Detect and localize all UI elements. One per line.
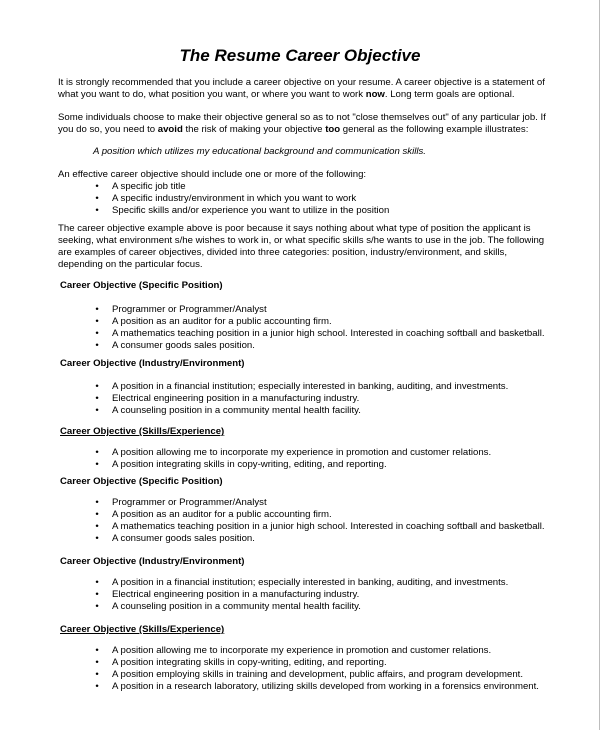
list-item-text: A position in a financial institution; especially interested in banking, auditing, and investments. <box>112 577 509 588</box>
bullet-icon: • <box>95 521 99 532</box>
bullet-icon: • <box>95 393 99 404</box>
list-item-text: A specific job title <box>112 181 186 192</box>
section-heading: Career Objective (Industry/Environment) <box>60 556 245 567</box>
list-item-text: A position integrating skills in copy-writing, editing, and reporting. <box>112 459 387 470</box>
list-item <box>92 521 545 533</box>
section-heading: Career Objective (Skills/Experience) <box>60 426 225 437</box>
list-item <box>92 681 539 693</box>
section-objective-list <box>92 645 539 693</box>
bullet-icon: • <box>95 645 99 656</box>
intro-paragraph <box>58 77 558 101</box>
list-item <box>92 497 545 509</box>
bullet-icon: • <box>95 447 99 458</box>
list-item-text: A position in a research laboratory, utilizing skills developed from working in a forensics environment. <box>112 681 539 692</box>
bullet-icon: • <box>95 509 99 520</box>
list-item-text: A mathematics teaching position in a junior high school. Interested in coaching softball and basketball. <box>112 521 545 532</box>
section-objective-list <box>92 447 491 471</box>
list-item <box>92 533 545 545</box>
bullet-icon: • <box>95 497 99 508</box>
list-item <box>92 405 508 417</box>
list-item-text: A specific industry/environment in which you want to work <box>112 193 357 204</box>
list-item <box>92 509 545 521</box>
list-item <box>92 459 491 471</box>
bullet-icon: • <box>95 681 99 692</box>
para3-line-3: are examples of career objectives, divided into three categories: position, industry/environment, and skills, <box>58 247 508 258</box>
section-objective-list <box>92 381 508 417</box>
bullet-icon: • <box>95 669 99 680</box>
intro-emphasis-now: now <box>365 89 385 100</box>
poor-example-objective: A position which utilizes my educational background and communication skills. <box>93 146 426 157</box>
list-item <box>92 381 508 393</box>
list-item-text: Electrical engineering position in a manufacturing industry. <box>112 589 360 600</box>
list-item-text: A mathematics teaching position in a junior high school. Interested in coaching softball and basketball. <box>112 328 545 339</box>
list-item-text: Electrical engineering position in a manufacturing industry. <box>112 393 360 404</box>
list-item-text: A counseling position in a community mental health facility. <box>112 601 361 612</box>
document-title: The Resume Career Objective <box>179 46 421 65</box>
list-item <box>92 645 539 657</box>
bullet-icon: • <box>95 589 99 600</box>
list-item-text: A position in a financial institution; especially interested in banking, auditing, and investments. <box>112 381 509 392</box>
bullet-icon: • <box>95 533 99 544</box>
list-item <box>92 601 508 613</box>
para3-line-1: The career objective example above is poor because it says nothing about what type of position the applicant is <box>58 223 531 234</box>
list-item-text: A position allowing me to incorporate my experience in promotion and customer relations. <box>112 645 492 656</box>
list-item <box>92 328 545 340</box>
list-item-text: Programmer or Programmer/Analyst <box>112 497 267 508</box>
list-item-text: Programmer or Programmer/Analyst <box>112 304 267 315</box>
list-item-text: A consumer goods sales position. <box>112 533 255 544</box>
para3-line-2: seeking, what environment s/he wishes to work in, or what specific skills s/he wants to use in the job. The following <box>58 235 545 246</box>
section-heading: Career Objective (Specific Position) <box>60 280 223 291</box>
list-item-text: A position as an auditor for a public accounting firm. <box>112 316 332 327</box>
para2-text-a: you do so, you need to <box>58 124 158 135</box>
bullet-icon: • <box>95 601 99 612</box>
intro-line-2 <box>58 89 558 101</box>
list-item-text: A position allowing me to incorporate my experience in promotion and customer relations. <box>112 447 492 458</box>
bullet-icon: • <box>95 405 99 416</box>
section-objective-list <box>92 577 508 613</box>
intro-text: what you want to do, what position you want, or where you want to work <box>58 89 366 100</box>
list-item-text: Specific skills and/or experience you want to utilize in the position <box>112 205 390 216</box>
list-item <box>92 447 491 459</box>
bullet-icon: • <box>95 459 99 470</box>
list-item <box>92 669 539 681</box>
general-objective-paragraph <box>58 112 558 136</box>
list-item <box>92 316 545 328</box>
para2-line-1: Some individuals choose to make their objective general so as to not "close themselves out" of any particular job. If <box>58 112 546 123</box>
effective-criteria-list <box>92 181 389 217</box>
list-item-text: A consumer goods sales position. <box>112 340 255 351</box>
list-item <box>92 589 508 601</box>
bullet-icon: • <box>95 316 99 327</box>
list-item-text: A counseling position in a community mental health facility. <box>112 405 361 416</box>
bullet-icon: • <box>95 205 99 216</box>
section-heading: Career Objective (Specific Position) <box>60 476 223 487</box>
bullet-icon: • <box>95 193 99 204</box>
section-objective-list <box>92 497 545 545</box>
poor-example-explanation <box>58 223 558 271</box>
list-item <box>92 205 389 217</box>
section-heading: Career Objective (Industry/Environment) <box>60 358 245 369</box>
list-item <box>92 304 545 316</box>
intro-text-end: . Long term goals are optional. <box>384 89 515 100</box>
list-item <box>92 657 539 669</box>
section-heading: Career Objective (Skills/Experience) <box>60 624 225 635</box>
list-item <box>92 340 545 352</box>
bullet-icon: • <box>95 577 99 588</box>
section-objective-list <box>92 304 545 352</box>
bullet-icon: • <box>95 304 99 315</box>
list-item <box>92 577 508 589</box>
para2-text-e: general as the following example illustrates: <box>340 124 529 135</box>
list-item <box>92 193 389 205</box>
para3-line-4: depending on the particular focus. <box>58 259 203 270</box>
list-item <box>92 393 508 405</box>
para2-text-c: the risk of making your objective <box>182 124 326 135</box>
bullet-icon: • <box>95 381 99 392</box>
effective-lead: An effective career objective should include one or more of the following: <box>58 169 367 180</box>
list-item-text: A position integrating skills in copy-writing, editing, and reporting. <box>112 657 387 668</box>
para2-emphasis-too: too <box>325 124 341 135</box>
bullet-icon: • <box>95 657 99 668</box>
list-item-text: A position employing skills in training and development, public affairs, and program development. <box>112 669 523 680</box>
intro-line-1: It is strongly recommended that you include a career objective on your resume. A career objective is a statement of <box>58 77 545 88</box>
para2-emphasis-avoid: avoid <box>157 124 183 135</box>
list-item <box>92 181 389 193</box>
bullet-icon: • <box>95 328 99 339</box>
bullet-icon: • <box>95 340 99 351</box>
para2-line-2 <box>58 124 558 136</box>
bullet-icon: • <box>95 181 99 192</box>
list-item-text: A position as an auditor for a public accounting firm. <box>112 509 332 520</box>
